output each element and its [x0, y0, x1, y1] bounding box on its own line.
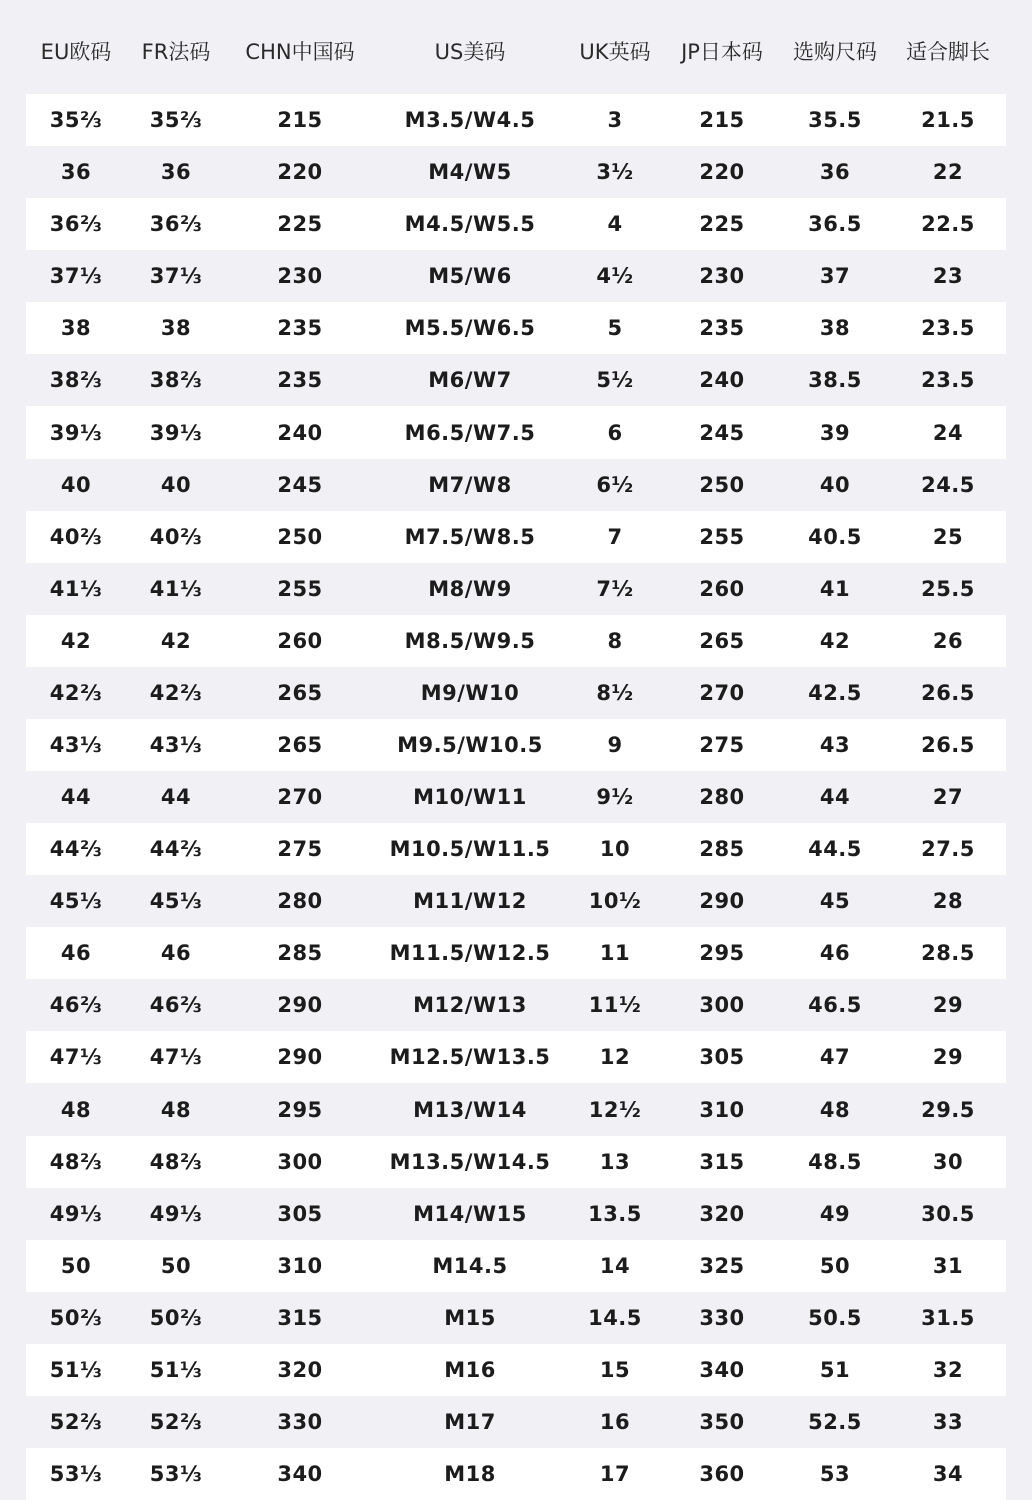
cell-uk: 6 [607, 420, 623, 445]
table-row [26, 1448, 1006, 1500]
cell-us: M6.5/W7.5 [404, 420, 536, 445]
cell-eu: 43⅓ [49, 732, 103, 757]
cell-foot-length: 29.5 [921, 1097, 975, 1122]
cell-uk: 11 [599, 941, 631, 966]
cell-foot-length: 28.5 [921, 941, 975, 966]
cell-jp: 320 [699, 1201, 745, 1226]
cell-jp: 295 [699, 941, 745, 966]
cell-fr: 50⅔ [149, 1305, 203, 1330]
cell-fr: 35⅔ [149, 108, 203, 133]
cell-chn: 235 [277, 316, 323, 341]
table-row [26, 875, 1006, 927]
cell-fr: 42⅔ [149, 680, 203, 705]
cell-jp: 235 [699, 316, 745, 341]
cell-foot-length: 30.5 [921, 1201, 975, 1226]
cell-jp: 315 [699, 1149, 745, 1174]
header-jp: JP日本码 [681, 40, 763, 64]
cell-purchase-size: 40.5 [808, 524, 862, 549]
cell-eu: 41⅓ [49, 576, 103, 601]
cell-us: M4.5/W5.5 [404, 212, 536, 237]
cell-foot-length: 25 [932, 524, 964, 549]
cell-purchase-size: 37 [819, 264, 851, 289]
cell-chn: 230 [277, 264, 323, 289]
header-uk: UK英码 [579, 40, 651, 64]
cell-chn: 340 [277, 1462, 323, 1487]
table-row [26, 1240, 1006, 1292]
cell-eu: 45⅓ [49, 889, 103, 914]
cell-fr: 46⅔ [149, 993, 203, 1018]
cell-eu: 42⅔ [49, 680, 103, 705]
cell-jp: 290 [699, 889, 745, 914]
cell-fr: 42 [160, 628, 192, 653]
cell-eu: 36⅔ [49, 212, 103, 237]
cell-us: M7.5/W8.5 [404, 524, 536, 549]
cell-uk: 11½ [588, 993, 642, 1018]
cell-uk: 14.5 [588, 1305, 642, 1330]
cell-foot-length: 32 [932, 1357, 964, 1382]
table-row [26, 511, 1006, 563]
cell-uk: 15 [599, 1357, 631, 1382]
table-row [26, 667, 1006, 719]
cell-us: M13.5/W14.5 [389, 1149, 551, 1174]
cell-fr: 41⅓ [149, 576, 203, 601]
size-chart-header [26, 10, 1006, 94]
cell-fr: 40 [160, 472, 192, 497]
cell-purchase-size: 40 [819, 472, 851, 497]
cell-purchase-size: 42 [819, 628, 851, 653]
cell-fr: 45⅓ [149, 889, 203, 914]
cell-fr: 40⅔ [149, 524, 203, 549]
cell-eu: 53⅓ [49, 1462, 103, 1487]
cell-fr: 51⅓ [149, 1357, 203, 1382]
table-row [26, 146, 1006, 198]
cell-foot-length: 29 [932, 1045, 964, 1070]
cell-eu: 38 [60, 316, 92, 341]
cell-fr: 48 [160, 1097, 192, 1122]
cell-us: M9/W10 [420, 680, 520, 705]
cell-uk: 8 [607, 628, 623, 653]
table-row [26, 979, 1006, 1031]
cell-purchase-size: 53 [819, 1462, 851, 1487]
cell-foot-length: 26 [932, 628, 964, 653]
table-row [26, 1344, 1006, 1396]
cell-chn: 320 [277, 1357, 323, 1382]
table-row [26, 302, 1006, 354]
cell-fr: 53⅓ [149, 1462, 203, 1487]
cell-eu: 38⅔ [49, 368, 103, 393]
cell-chn: 290 [277, 1045, 323, 1070]
table-row [26, 1292, 1006, 1344]
cell-jp: 265 [699, 628, 745, 653]
cell-fr: 38 [160, 316, 192, 341]
cell-us: M18 [444, 1462, 496, 1487]
cell-eu: 47⅓ [49, 1045, 103, 1070]
cell-us: M4/W5 [428, 160, 512, 185]
cell-purchase-size: 36 [819, 160, 851, 185]
cell-us: M17 [444, 1409, 496, 1434]
cell-chn: 240 [277, 420, 323, 445]
cell-jp: 220 [699, 160, 745, 185]
cell-foot-length: 34 [932, 1462, 964, 1487]
cell-eu: 50⅔ [49, 1305, 103, 1330]
cell-chn: 330 [277, 1409, 323, 1434]
cell-fr: 52⅔ [149, 1409, 203, 1434]
cell-us: M15 [444, 1305, 496, 1330]
cell-us: M8.5/W9.5 [404, 628, 536, 653]
cell-uk: 3 [607, 108, 623, 133]
table-row [26, 771, 1006, 823]
cell-uk: 9½ [596, 785, 634, 810]
cell-jp: 360 [699, 1462, 745, 1487]
cell-us: M16 [444, 1357, 496, 1382]
cell-fr: 43⅓ [149, 732, 203, 757]
cell-us: M6/W7 [428, 368, 512, 393]
cell-purchase-size: 46.5 [808, 993, 862, 1018]
cell-jp: 240 [699, 368, 745, 393]
cell-chn: 315 [277, 1305, 323, 1330]
cell-uk: 5½ [596, 368, 634, 393]
cell-fr: 38⅔ [149, 368, 203, 393]
cell-foot-length: 31 [932, 1253, 964, 1278]
cell-chn: 295 [277, 1097, 323, 1122]
cell-purchase-size: 43 [819, 732, 851, 757]
cell-jp: 250 [699, 472, 745, 497]
header-purchase-size: 选购尺码 [793, 40, 877, 64]
cell-purchase-size: 49 [819, 1201, 851, 1226]
cell-jp: 275 [699, 732, 745, 757]
cell-foot-length: 22.5 [921, 212, 975, 237]
cell-purchase-size: 35.5 [808, 108, 862, 133]
header-foot-length: 适合脚长 [906, 40, 990, 64]
cell-chn: 290 [277, 993, 323, 1018]
cell-eu: 35⅔ [49, 108, 103, 133]
table-row [26, 354, 1006, 406]
cell-eu: 36 [60, 160, 92, 185]
cell-chn: 260 [277, 628, 323, 653]
cell-eu: 40⅔ [49, 524, 103, 549]
header-chn: CHN中国码 [245, 40, 355, 64]
cell-uk: 3½ [596, 160, 634, 185]
cell-chn: 265 [277, 680, 323, 705]
cell-fr: 39⅓ [149, 420, 203, 445]
cell-foot-length: 25.5 [921, 576, 975, 601]
cell-uk: 6½ [596, 472, 634, 497]
cell-jp: 230 [699, 264, 745, 289]
cell-fr: 46 [160, 941, 192, 966]
cell-eu: 39⅓ [49, 420, 103, 445]
cell-foot-length: 23.5 [921, 316, 975, 341]
cell-uk: 4½ [596, 264, 634, 289]
cell-uk: 12 [599, 1045, 631, 1070]
cell-foot-length: 30 [932, 1149, 964, 1174]
cell-us: M5/W6 [428, 264, 512, 289]
cell-eu: 51⅓ [49, 1357, 103, 1382]
cell-eu: 44 [60, 785, 92, 810]
cell-fr: 37⅓ [149, 264, 203, 289]
cell-us: M11.5/W12.5 [389, 941, 551, 966]
cell-foot-length: 28 [932, 889, 964, 914]
header-eu: EU欧码 [40, 40, 112, 64]
size-chart-rows [26, 94, 1006, 1500]
cell-foot-length: 26.5 [921, 680, 975, 705]
cell-foot-length: 24.5 [921, 472, 975, 497]
cell-fr: 36 [160, 160, 192, 185]
cell-purchase-size: 39 [819, 420, 851, 445]
table-row [26, 1031, 1006, 1083]
cell-uk: 8½ [596, 680, 634, 705]
cell-eu: 37⅓ [49, 264, 103, 289]
cell-purchase-size: 48.5 [808, 1149, 862, 1174]
cell-purchase-size: 41 [819, 576, 851, 601]
cell-purchase-size: 48 [819, 1097, 851, 1122]
cell-chn: 250 [277, 524, 323, 549]
cell-purchase-size: 50 [819, 1253, 851, 1278]
table-row [26, 198, 1006, 250]
cell-jp: 285 [699, 837, 745, 862]
cell-jp: 350 [699, 1409, 745, 1434]
table-row [26, 927, 1006, 979]
cell-eu: 46 [60, 941, 92, 966]
cell-us: M10/W11 [413, 785, 527, 810]
cell-us: M12.5/W13.5 [389, 1045, 551, 1070]
table-row [26, 1136, 1006, 1188]
cell-jp: 245 [699, 420, 745, 445]
cell-purchase-size: 51 [819, 1357, 851, 1382]
cell-us: M8/W9 [428, 576, 512, 601]
cell-jp: 330 [699, 1305, 745, 1330]
header-fr: FR法码 [141, 40, 211, 64]
cell-chn: 235 [277, 368, 323, 393]
cell-purchase-size: 47 [819, 1045, 851, 1070]
cell-jp: 340 [699, 1357, 745, 1382]
table-row [26, 563, 1006, 615]
cell-us: M5.5/W6.5 [404, 316, 536, 341]
cell-purchase-size: 46 [819, 941, 851, 966]
cell-fr: 49⅓ [149, 1201, 203, 1226]
cell-us: M14.5 [432, 1253, 508, 1278]
cell-uk: 4 [607, 212, 623, 237]
table-row [26, 94, 1006, 146]
cell-purchase-size: 50.5 [808, 1305, 862, 1330]
cell-chn: 225 [277, 212, 323, 237]
table-row [26, 459, 1006, 511]
table-row [26, 1396, 1006, 1448]
cell-us: M13/W14 [413, 1097, 527, 1122]
cell-foot-length: 27.5 [921, 837, 975, 862]
table-row [26, 823, 1006, 875]
cell-purchase-size: 52.5 [808, 1409, 862, 1434]
cell-chn: 310 [277, 1253, 323, 1278]
table-row [26, 1083, 1006, 1135]
cell-uk: 10 [599, 837, 631, 862]
cell-fr: 44 [160, 785, 192, 810]
cell-chn: 220 [277, 160, 323, 185]
cell-purchase-size: 42.5 [808, 680, 862, 705]
cell-foot-length: 33 [932, 1409, 964, 1434]
cell-uk: 7½ [596, 576, 634, 601]
cell-jp: 305 [699, 1045, 745, 1070]
cell-jp: 255 [699, 524, 745, 549]
cell-uk: 5 [607, 316, 623, 341]
cell-foot-length: 23 [932, 264, 964, 289]
cell-chn: 285 [277, 941, 323, 966]
table-row [26, 1188, 1006, 1240]
cell-foot-length: 31.5 [921, 1305, 975, 1330]
cell-fr: 44⅔ [149, 837, 203, 862]
cell-uk: 17 [599, 1462, 631, 1487]
cell-fr: 36⅔ [149, 212, 203, 237]
cell-us: M12/W13 [413, 993, 527, 1018]
table-row [26, 406, 1006, 458]
cell-jp: 325 [699, 1253, 745, 1278]
cell-eu: 52⅔ [49, 1409, 103, 1434]
table-row [26, 719, 1006, 771]
cell-chn: 265 [277, 732, 323, 757]
cell-us: M9.5/W10.5 [397, 732, 543, 757]
cell-eu: 40 [60, 472, 92, 497]
cell-foot-length: 23.5 [921, 368, 975, 393]
cell-eu: 50 [60, 1253, 92, 1278]
cell-us: M10.5/W11.5 [389, 837, 551, 862]
cell-jp: 260 [699, 576, 745, 601]
cell-foot-length: 21.5 [921, 108, 975, 133]
cell-fr: 50 [160, 1253, 192, 1278]
cell-chn: 275 [277, 837, 323, 862]
cell-uk: 16 [599, 1409, 631, 1434]
cell-jp: 310 [699, 1097, 745, 1122]
cell-foot-length: 26.5 [921, 732, 975, 757]
cell-fr: 48⅔ [149, 1149, 203, 1174]
cell-foot-length: 29 [932, 993, 964, 1018]
cell-jp: 300 [699, 993, 745, 1018]
table-row [26, 250, 1006, 302]
cell-chn: 215 [277, 108, 323, 133]
cell-chn: 305 [277, 1201, 323, 1226]
cell-eu: 44⅔ [49, 837, 103, 862]
cell-chn: 280 [277, 889, 323, 914]
cell-chn: 255 [277, 576, 323, 601]
cell-chn: 270 [277, 785, 323, 810]
cell-uk: 13.5 [588, 1201, 642, 1226]
cell-uk: 10½ [588, 889, 642, 914]
cell-foot-length: 24 [932, 420, 964, 445]
cell-eu: 46⅔ [49, 993, 103, 1018]
cell-purchase-size: 44 [819, 785, 851, 810]
table-row [26, 615, 1006, 667]
cell-uk: 14 [599, 1253, 631, 1278]
cell-purchase-size: 44.5 [808, 837, 862, 862]
cell-purchase-size: 38.5 [808, 368, 862, 393]
cell-purchase-size: 38 [819, 316, 851, 341]
cell-eu: 42 [60, 628, 92, 653]
cell-fr: 47⅓ [149, 1045, 203, 1070]
cell-uk: 9 [607, 732, 623, 757]
cell-eu: 48⅔ [49, 1149, 103, 1174]
cell-us: M3.5/W4.5 [404, 108, 536, 133]
cell-purchase-size: 45 [819, 889, 851, 914]
cell-uk: 13 [599, 1149, 631, 1174]
cell-jp: 225 [699, 212, 745, 237]
cell-jp: 215 [699, 108, 745, 133]
cell-us: M14/W15 [413, 1201, 527, 1226]
cell-eu: 48 [60, 1097, 92, 1122]
cell-eu: 49⅓ [49, 1201, 103, 1226]
cell-foot-length: 27 [932, 785, 964, 810]
cell-us: M11/W12 [413, 889, 527, 914]
cell-chn: 300 [277, 1149, 323, 1174]
cell-chn: 245 [277, 472, 323, 497]
cell-jp: 280 [699, 785, 745, 810]
cell-foot-length: 22 [932, 160, 964, 185]
cell-jp: 270 [699, 680, 745, 705]
cell-uk: 12½ [588, 1097, 642, 1122]
cell-us: M7/W8 [428, 472, 512, 497]
header-us: US美码 [434, 40, 506, 64]
cell-uk: 7 [607, 524, 623, 549]
cell-purchase-size: 36.5 [808, 212, 862, 237]
